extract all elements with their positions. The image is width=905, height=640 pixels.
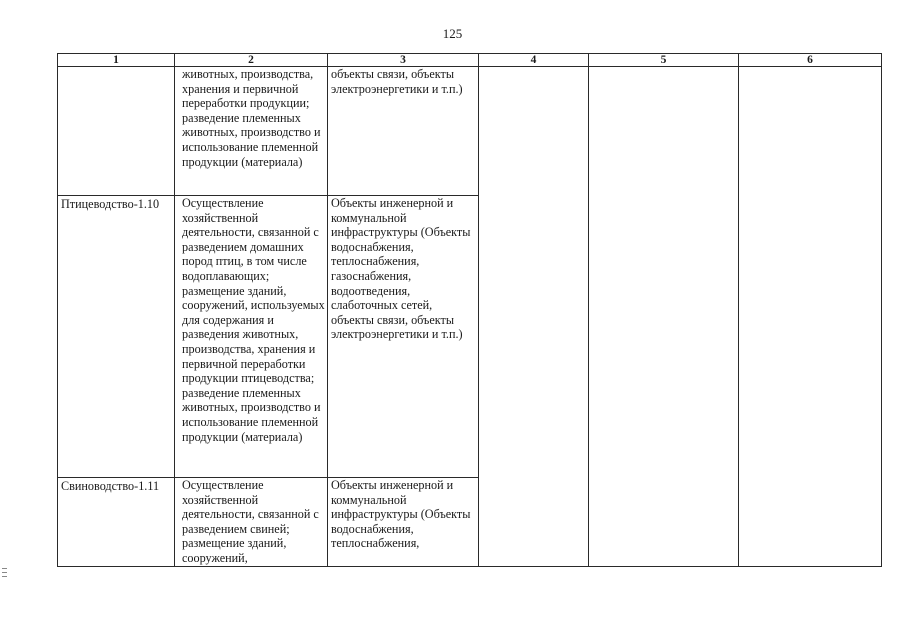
- activity-description-cell: Осуществление хозяйственной деятельности, связанной с разведением свиней; размещение зданий, сооружений,: [175, 478, 328, 567]
- column-number: 4: [479, 54, 589, 67]
- table-cell: [479, 478, 589, 567]
- column-number: 5: [589, 54, 739, 67]
- table-cell: [479, 196, 589, 478]
- land-use-type-cell: Свиноводство-1.11: [58, 478, 175, 567]
- table-row: [58, 196, 882, 478]
- table-cell: [479, 67, 589, 196]
- table-cell: [589, 196, 739, 478]
- scan-edge-mark: [2, 568, 7, 586]
- table-cell: [739, 478, 882, 567]
- activity-description-cell: животных, производства, хранения и первичной переработки продукции; разведение племенных животных, производство и использование племенной продукции (материала): [175, 67, 328, 196]
- table-cell: [589, 67, 739, 196]
- column-number: 6: [739, 54, 882, 67]
- table-cell: [739, 196, 882, 478]
- table-row: [58, 67, 882, 196]
- column-number: 1: [58, 54, 175, 67]
- table-cell: [739, 67, 882, 196]
- column-number-row: [58, 54, 882, 67]
- permitted-objects-cell: Объекты инженерной и коммунальной инфраструктуры (Объекты водоснабжения, теплоснабжения, газоснабжения, водоотведения, слаботочных сетей, объекты связи, объекты электроэнергетики и т.п.): [328, 196, 479, 478]
- permitted-objects-cell: объекты связи, объекты электроэнергетики и т.п.): [328, 67, 479, 196]
- column-number: 2: [175, 54, 328, 67]
- land-use-table: [57, 53, 882, 567]
- permitted-objects-cell: Объекты инженерной и коммунальной инфраструктуры (Объекты водоснабжения, теплоснабжения,: [328, 478, 479, 567]
- land-use-type-cell: Птицеводство-1.10: [58, 196, 175, 478]
- page-number: 125: [442, 26, 463, 41]
- activity-description-cell: Осуществление хозяйственной деятельности, связанной с разведением домашних пород птиц, в том числе водоплавающих; размещение зданий, сооружений, используемых для содержания и разведения животных, производства, хранения и первичной переработки продукции птицеводства; разведение племенных животных, производство и использование племенной продукции (материала): [175, 196, 328, 478]
- column-number: 3: [328, 54, 479, 67]
- land-use-type-cell: [58, 67, 175, 196]
- table-row: [58, 478, 882, 567]
- table-cell: [589, 478, 739, 567]
